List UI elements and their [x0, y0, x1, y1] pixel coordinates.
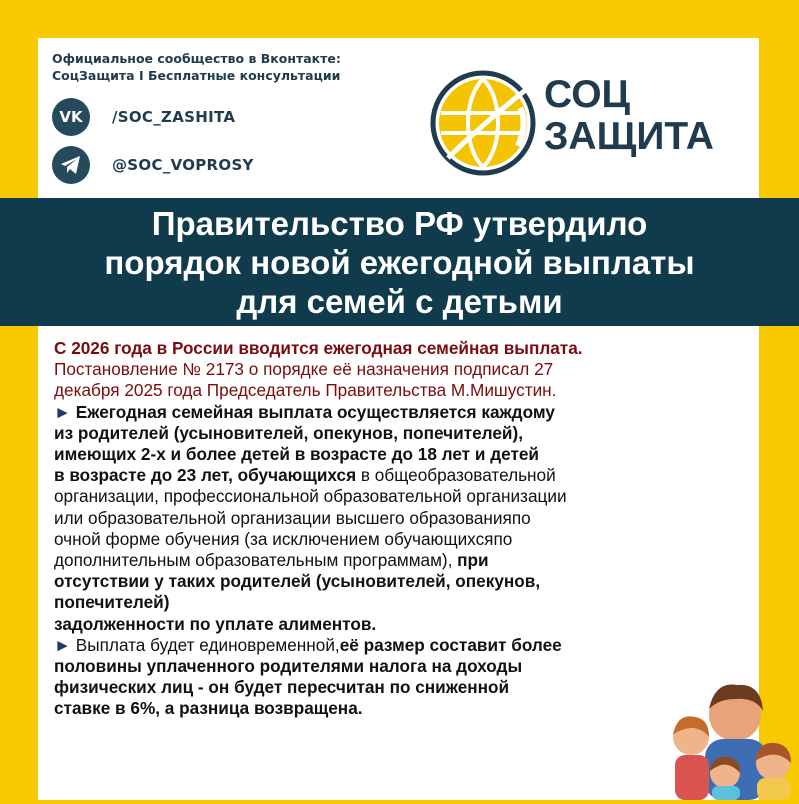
- paragraph-text: обучающихся: [237, 465, 357, 486]
- community-line-1: Официальное сообщество в Вконтакте:: [52, 51, 341, 66]
- paragraph-line: задолженности по уплате алиментов.: [54, 613, 377, 634]
- decree-line-1: Постановление № 2173 о порядке её назначения подписал 27: [54, 359, 554, 380]
- header: [38, 38, 759, 198]
- paragraph-line: организации, профессиональной образовательной организации: [54, 486, 567, 507]
- paragraph-line: [54, 550, 754, 571]
- globe-icon: [428, 68, 538, 178]
- telegram-link[interactable]: [52, 146, 254, 184]
- paragraph-line: попечителей): [54, 592, 170, 613]
- title-line-1: Правительство РФ утвердило: [151, 205, 648, 242]
- paragraph-line: [54, 465, 754, 486]
- logo-text: [544, 74, 714, 158]
- logo-line-2: ЗАЩИТА: [544, 115, 714, 158]
- paragraph-text: в возрасте до 23 лет,: [54, 465, 233, 486]
- paragraph-line: физических лиц - он будет пересчитан по сниженной: [54, 677, 510, 698]
- paragraph-line: из родителей (усыновителей, опекунов, попечителей),: [54, 422, 523, 443]
- paragraph-line: [54, 635, 754, 656]
- arrow-bullet-icon: ►: [54, 401, 72, 422]
- community-info: [52, 50, 412, 84]
- telegram-handle[interactable]: @SOC_VOPROSY: [112, 156, 254, 174]
- title-line-2: порядок новой ежегодной выплаты: [104, 244, 695, 281]
- vk-handle[interactable]: /SOC_ZASHITA: [112, 108, 236, 126]
- vk-icon: VK: [52, 98, 90, 136]
- vk-link[interactable]: [52, 98, 235, 136]
- paragraph-text: дополнительным образовательным программам),: [54, 550, 453, 571]
- paragraph-line: ставке в 6%, а разница возвращена.: [54, 698, 363, 719]
- paragraph-line: или образовательной организации высшего образованияпо: [54, 507, 531, 528]
- paragraph-text: Выплата будет единовременной,: [75, 634, 340, 655]
- logo-line-1: СОЦ: [544, 73, 631, 116]
- paragraph-text: её размер составит более: [339, 634, 562, 655]
- paragraph-text: при: [457, 550, 489, 571]
- lead-sentence: С 2026 года в России вводится ежегодная семейная выплата.: [54, 338, 583, 358]
- paragraph-text: Ежегодная семейная выплата осуществляется каждому: [75, 401, 555, 422]
- paragraph-text: в общеобразовательной: [360, 465, 556, 486]
- article-body: [54, 338, 754, 720]
- logo: [428, 68, 748, 178]
- page-title: [0, 204, 799, 321]
- paragraph-line: [54, 402, 754, 423]
- arrow-bullet-icon: ►: [54, 634, 72, 655]
- paragraph-line: имеющих 2-х и более детей в возрасте до 18 лет и детей: [54, 444, 539, 465]
- paragraph-line: очной форме обучения (за исключением обучающихсяпо: [54, 528, 513, 549]
- title-line-3: для семей с детьми: [236, 283, 563, 320]
- community-line-2: СоцЗащита I Бесплатные консультации: [52, 68, 341, 83]
- telegram-icon: [52, 146, 90, 184]
- paragraph-line: отсутствии у таких родителей (усыновителей, опекунов,: [54, 571, 541, 592]
- decree-line-2: декабря 2025 года Председатель Правительства М.Мишустин.: [54, 380, 557, 401]
- family-illustration: [665, 675, 799, 800]
- paragraph-line: половины уплаченного родителями налога на доходы: [54, 656, 523, 677]
